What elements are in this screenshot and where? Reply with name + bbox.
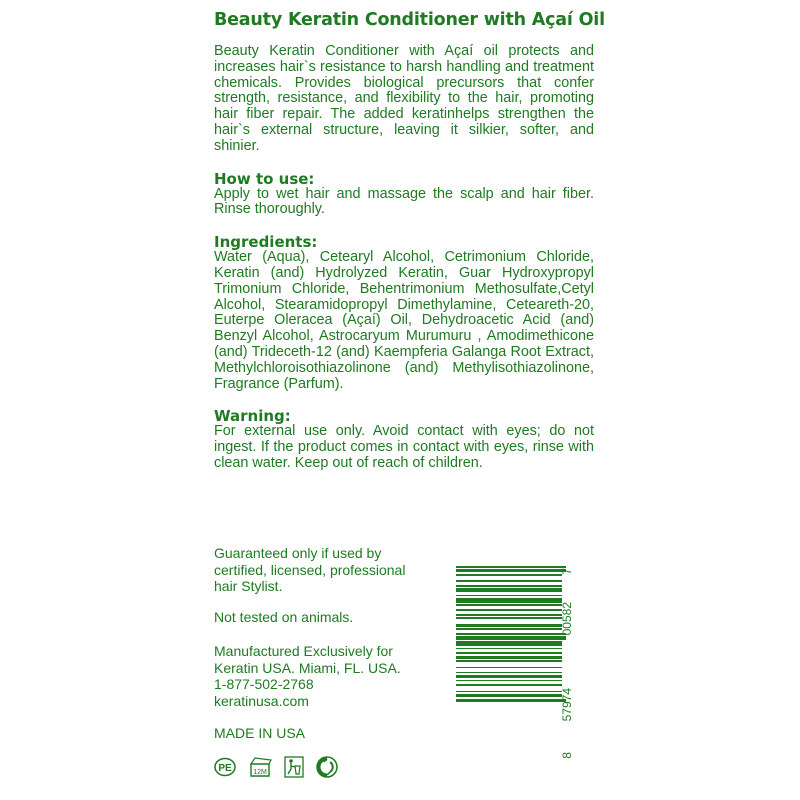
barcode-bar [456,574,562,576]
manufacturer-line1: Manufactured Exclusively for [214,643,393,659]
barcode-bar [456,648,562,650]
ingredients-heading: Ingredients: [214,233,318,252]
barcode-bar [456,636,566,639]
symbol-row [214,756,338,783]
barcode-digits [560,566,574,766]
barcode-bar [456,585,562,587]
barcode-bar [456,667,562,669]
origin-block [214,725,444,742]
barcode-digit-group: 00582 [560,602,574,636]
barcode [456,566,574,766]
how-to-use-text: Apply to wet hair and massage the scalp and hair fiber. Rinse thoroughly. [214,185,594,218]
manufacturer-block [214,643,444,709]
product-description: Beauty Keratin Conditioner with Açaí oil protects and increases hair`s resistance to harsh handling and treatment chemicals. Provides biological precursors that confer strength, resistance, and flexibility to the hair, promoting hair fiber repair. The added keratinhelps strengthen the hair`s external structure, leaving it silkier, softer, and shinier. [214,43,594,154]
barcode-bar [456,691,562,693]
manufacturer-line2: Keratin USA. Miami, FL. USA. [214,659,401,676]
warning-text: For external use only. Avoid contact with eyes; do not ingest. If the product comes in contact with eyes, rinse with clean water. Keep out of reach of children. [214,423,594,471]
pao-label: 12M [253,769,267,776]
manufacturer-website: keratinusa.com [214,692,309,709]
pe-label: PE [218,763,232,774]
ingredients-section [214,234,594,392]
green-dot-icon [316,756,338,783]
barcode-bar [456,588,562,591]
barcode-bar [456,641,562,646]
manufacturer-phone: 1-877-502-2768 [214,676,314,692]
barcode-bar [456,684,562,686]
warning-heading: Warning: [214,407,291,426]
product-title: Beauty Keratin Conditioner with Açaí Oil [214,10,605,30]
how-to-use-section [214,171,594,219]
barcode-bar [456,628,562,630]
barcode-bar [456,633,566,635]
barcode-bar [456,604,562,606]
barcode-bar [456,566,566,568]
barcode-bar [456,680,562,682]
barcode-bar [456,617,562,619]
barcode-bar [456,660,562,662]
barcode-bar [456,598,562,603]
made-in-text: MADE IN USA [214,725,306,741]
barcode-bar [456,672,562,674]
not-tested-text: Not tested on animals. [214,609,354,625]
animal-testing-block [214,609,444,626]
warning-section [214,408,594,471]
barcode-bar [456,675,562,678]
barcode-digit-group: 57974 [560,688,574,722]
barcode-digit-group: 8 [560,752,574,759]
barcode-bar [456,609,562,611]
period-after-opening-icon [248,756,272,783]
barcode-bar [456,656,562,659]
barcode-digit-group: 7 [560,568,574,575]
barcode-bar [456,595,562,597]
barcode-bar [456,569,566,572]
tidyman-bin-icon [284,756,304,783]
barcode-bar [456,694,562,697]
guarantee-text: Guaranteed only if used by certified, licensed, professional hair Stylist. [214,545,406,594]
ingredients-text: Water (Aqua), Cetearyl Alcohol, Cetrimonium Chloride, Keratin (and) Hydrolyzed Keratin, Guar Hydroxypropyl Trimonium Chloride, Behentrimonium Methosulfate,Cetyl Alcohol, Stearamidopropyl Dimethylamine, Ceteareth-20, Euterpe Oleracea (Açaí) Oil, Dehydroacetic Acid (and) Benzyl Alcohol, Astrocaryum Murumuru , Amodimethicone (and) Trideceth-12 (and) Kaempferia Galanga Root Extract, Methylchloroisothiazolinone (and) Methylisothiazolinone, Fragrance (Parfum). [214,249,594,392]
label-content [214,10,605,472]
barcode-bar [456,652,562,654]
barcode-bar [456,614,562,616]
guarantee-block [214,545,444,595]
barcode-bar [456,624,562,627]
barcode-bar [456,699,566,702]
barcode-bar [456,580,562,582]
pe-recycling-icon [214,757,236,782]
how-to-use-heading: How to use: [214,169,315,188]
